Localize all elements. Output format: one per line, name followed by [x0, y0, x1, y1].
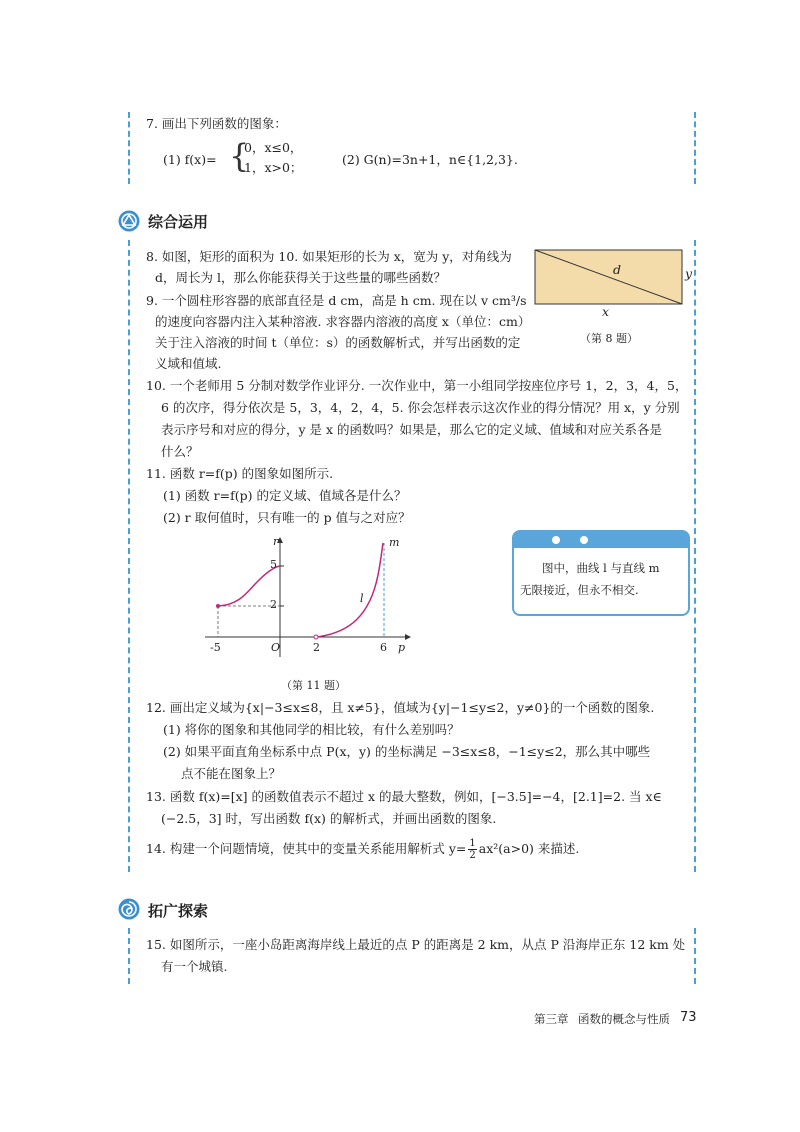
problem-10-line4: 什么？	[161, 444, 199, 459]
border-dash-left-top	[128, 112, 130, 184]
problem-11-line1: 11. 函数 r=f(p) 的图象如图所示.	[146, 466, 334, 481]
footer-chapter: 第三章	[534, 1012, 569, 1026]
problem-11-line2: (1) 函数 r=f(p) 的定义域、值域各是什么？	[163, 488, 407, 503]
section-title-apply: 综合运用	[148, 213, 209, 231]
problem-10-line3: 表示序号和对应的得分，y 是 x 的函数吗？如果是，那么它的定义域、值域和对应关系各是	[161, 422, 663, 437]
border-dash-right-top	[694, 112, 696, 184]
figure-11-caption: （第 11 题）	[281, 679, 346, 692]
problem-8-line1: 8. 如图，矩形的面积为 10. 如果矩形的长为 x，宽为 y，对角线为	[146, 249, 512, 264]
spiral-emblem-icon	[118, 898, 140, 920]
tip-line1: 图中，曲线 l 与直线 m	[542, 561, 660, 575]
problem-9-line1: 9. 一个圆柱形容器的底部直径是 d cm，高是 h cm. 现在以 v cm³/s	[146, 293, 527, 308]
figure-11-tick-6x: 6	[380, 641, 387, 654]
problem-11-line3: (2) r 取何值时，只有唯一的 p 值与之对应？	[163, 510, 411, 525]
problem-7-part2: (2) G(n)=3n+1，n∈{1,2,3}.	[342, 152, 518, 167]
problem-10-line2: 6 的次序，得分依次是 5，3，4，2，4，5. 你会怎样表示这次作业的得分情况？用 x，y 分别	[161, 400, 680, 415]
problem-7-part1: (1) f(x)=	[163, 152, 217, 167]
problem-7-case2: 1，x>0；	[244, 160, 303, 175]
problem-14-part2: ax²(a>0) 来描述.	[478, 841, 580, 856]
problem-12-line4: 点不能在图象上？	[181, 766, 282, 781]
figure-8-caption: （第 8 题）	[580, 332, 638, 345]
problem-13-line2: (−2.5，3] 时，写出函数 f(x) 的解析式，并画出函数的图象.	[161, 811, 497, 826]
problem-9-line4: 义域和值域.	[155, 356, 222, 371]
figure-11-label-m: m	[389, 536, 400, 549]
tip-note-box	[512, 530, 690, 616]
problem-12-line3: (2) 如果平面直角坐标系中点 P(x，y) 的坐标满足 −3≤x≤8，−1≤y≤2，那么其中哪些	[163, 744, 651, 759]
figure-11-tick-neg5: -5	[210, 641, 221, 654]
problem-12-line1: 12. 画出定义域为{x|−3≤x≤8，且 x≠5}，值域为{y|−1≤y≤2，y≠0}的一个函数的图象.	[146, 700, 655, 715]
problem-9-line2: 的速度向容器内注入某种溶液. 求容器内溶液的高度 x（单位：cm）	[155, 314, 531, 329]
tip-hole-left	[552, 536, 560, 544]
problem-12-line2: (1) 将你的图象和其他同学的相比较，有什么差别吗？	[163, 722, 460, 737]
figure-11-tick-2x: 2	[313, 641, 320, 654]
problem-9-line3: 关于注入溶液的时间 t（单位：s）的函数解析式，并写出函数的定	[155, 335, 521, 350]
footer-title: 函数的概念与性质	[578, 1012, 670, 1026]
fraction	[468, 838, 476, 861]
tip-hole-right	[580, 536, 588, 544]
problem-15-line2: 有一个城镇.	[161, 959, 228, 974]
problem-14-text	[146, 838, 579, 861]
problem-14-part1: 14. 构建一个问题情境，使其中的变量关系能用解析式 y=	[146, 841, 467, 856]
border-dash-left-bottom	[128, 928, 130, 984]
figure-8-label-y: y	[685, 266, 693, 281]
figure-11-label-r: r	[273, 535, 279, 548]
brace: {	[229, 137, 250, 175]
problem-7-question: 7. 画出下列函数的图象：	[146, 116, 287, 131]
figure-8-label-x: x	[602, 304, 610, 319]
problem-7-case1: 0，x≤0，	[244, 140, 303, 155]
figure-11-tick-5y: 5	[270, 558, 277, 571]
border-dash-right-bottom	[694, 928, 696, 984]
problem-10-line1: 10. 一个老师用 5 分制对数学作业评分. 一次作业中，第一小组同学按座位序号 1，2，3，4，5，	[146, 378, 688, 393]
problem-8-line2: d，周长为 l，那么你能获得关于这些量的哪些函数？	[155, 270, 446, 285]
fraction-numerator: 1	[469, 838, 476, 849]
border-dash-left-mid	[128, 240, 130, 872]
tip-header-bar	[514, 532, 688, 548]
triangle-emblem-icon	[118, 210, 140, 232]
figure-11-tick-2y: 2	[270, 598, 277, 611]
problem-13-line1: 13. 函数 f(x)=[x] 的函数值表示不超过 x 的最大整数，例如，[−3.5]=−4，[2.1]=2. 当 x∈	[146, 789, 662, 804]
figure-8-label-d: d	[613, 262, 622, 277]
section-title-explore: 拓广探索	[148, 902, 209, 920]
tip-line2: 无限接近，但永不相交.	[520, 583, 639, 597]
problem-15-line1: 15. 如图所示，一座小岛距离海岸线上最近的点 P 的距离是 2 km，从点 P 沿海岸正东 12 km 处	[146, 937, 686, 952]
fraction-denominator: 2	[469, 850, 476, 861]
figure-11-label-p: p	[398, 641, 406, 654]
page-number: 73	[680, 1010, 697, 1025]
figure-11-origin: O	[271, 641, 281, 654]
figure-11-label-l: l	[360, 592, 364, 605]
